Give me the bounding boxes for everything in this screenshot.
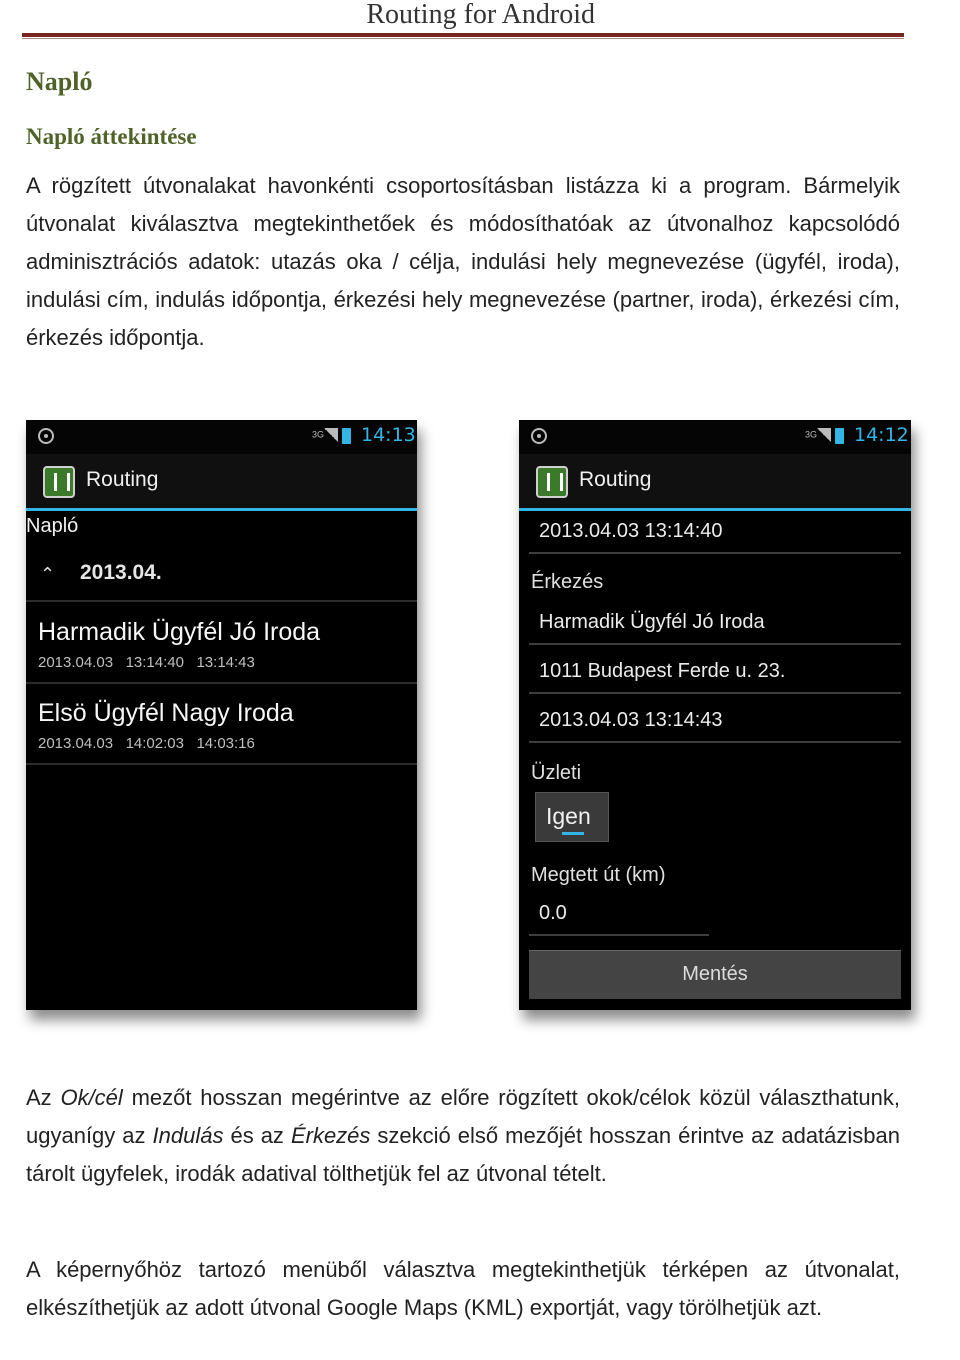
body-paragraph-2 <box>26 1079 900 1193</box>
battery-icon <box>835 428 844 444</box>
para2-text-3: és az <box>223 1123 291 1148</box>
running-header-title: Routing for Android <box>366 0 595 30</box>
action-bar <box>26 454 417 511</box>
distance-label: Megtett út (km) <box>531 864 666 886</box>
status-bar <box>519 420 911 454</box>
route-detail-screenshot <box>519 420 911 1010</box>
app-logo-icon[interactable] <box>43 466 75 498</box>
route-title: Harmadik Ügyfél Jó Iroda <box>38 618 321 646</box>
business-toggle[interactable] <box>535 792 609 842</box>
app-title: Routing <box>579 468 652 491</box>
business-toggle-label: Igen <box>546 803 591 829</box>
network-type-label: 3G <box>312 429 325 440</box>
app-title: Routing <box>86 468 159 491</box>
gps-icon <box>531 428 547 444</box>
app-logo-icon[interactable] <box>536 466 568 498</box>
network-type-label: 3G <box>805 429 818 440</box>
chevron-up-icon: ⌃ <box>40 564 56 584</box>
intro-paragraph: A rögzített útvonalakat havonkénti csoportosításban listázza ki a program. Bármelyik útvonalat kiválasztva megtekinthetőek és módosíthatóak az útvonalhoz kapcsolódó adminisztrációs adatok: utazás oka / célja, indulási hely megnevezése (ügyfél, iroda), indulási cím, indulás időpontja, érkezési hely megnevezése (partner, iroda), érkezési cím, érkezés időpontja. <box>26 173 900 350</box>
status-time: 14:12 <box>854 424 909 446</box>
header-rule <box>22 33 904 37</box>
list-item[interactable] <box>26 602 417 684</box>
log-section-title: Napló <box>26 515 79 537</box>
section-heading: Napló <box>26 67 93 96</box>
log-list-screenshot <box>26 420 417 1010</box>
route-title: Elsö Ügyfél Nagy Iroda <box>38 699 294 727</box>
gps-icon <box>38 428 54 444</box>
distance-value: 0.0 <box>539 902 567 924</box>
para2-text-4: szekció első mezőjét hosszan érintve az adatázisban tárolt ügyfelek, irodák adatival tölthetjük fel az útvonal tételt. <box>26 1123 900 1186</box>
arrival-address-field[interactable] <box>529 652 901 694</box>
field-name-arrival: Érkezés <box>290 1123 371 1148</box>
battery-icon <box>342 428 351 444</box>
signal-icon <box>805 428 831 442</box>
field-name-reason: Ok/cél <box>60 1085 123 1110</box>
arrival-section-label: Érkezés <box>531 571 604 593</box>
status-bar <box>26 420 417 454</box>
route-times: 2013.04.03 14:02:03 14:03:16 <box>38 735 255 752</box>
save-button[interactable] <box>529 950 901 999</box>
month-label: 2013.04. <box>80 561 162 584</box>
para2-text-2: mezőt hosszan megérintve az előre rögzített okok/célok közül választhatunk, ugyanígy az <box>26 1085 900 1148</box>
body-paragraph-3: A képernyőhöz tartozó menüből választva megtekinthetjük térképen az útvonalat, elkészíthetjük az adott útvonal Google Maps (KML) exportját, vagy törölhetjük azt. <box>26 1257 900 1320</box>
field-name-departure: Indulás <box>152 1123 224 1148</box>
para2-text-1: Az <box>26 1085 61 1110</box>
business-label: Üzleti <box>531 762 582 784</box>
signal-icon <box>312 428 338 442</box>
arrival-time-value: 2013.04.03 13:14:43 <box>539 709 723 731</box>
action-bar <box>519 454 911 511</box>
route-times: 2013.04.03 13:14:40 13:14:43 <box>38 654 255 671</box>
arrival-time-field[interactable] <box>529 701 901 743</box>
subsection-heading: Napló áttekintése <box>26 124 197 149</box>
departure-time-field[interactable] <box>529 512 901 554</box>
arrival-name-field[interactable] <box>529 603 901 645</box>
month-group-header[interactable] <box>26 550 417 602</box>
list-item[interactable] <box>26 683 417 765</box>
departure-time-value: 2013.04.03 13:14:40 <box>539 520 723 542</box>
save-button-label: Mentés <box>682 963 748 985</box>
arrival-name-value: Harmadik Ügyfél Jó Iroda <box>539 611 765 633</box>
arrival-address-value: 1011 Budapest Ferde u. 23. <box>539 660 786 682</box>
header-rule-thin <box>22 38 904 39</box>
distance-input[interactable] <box>529 894 709 936</box>
status-time: 14:13 <box>361 424 416 446</box>
